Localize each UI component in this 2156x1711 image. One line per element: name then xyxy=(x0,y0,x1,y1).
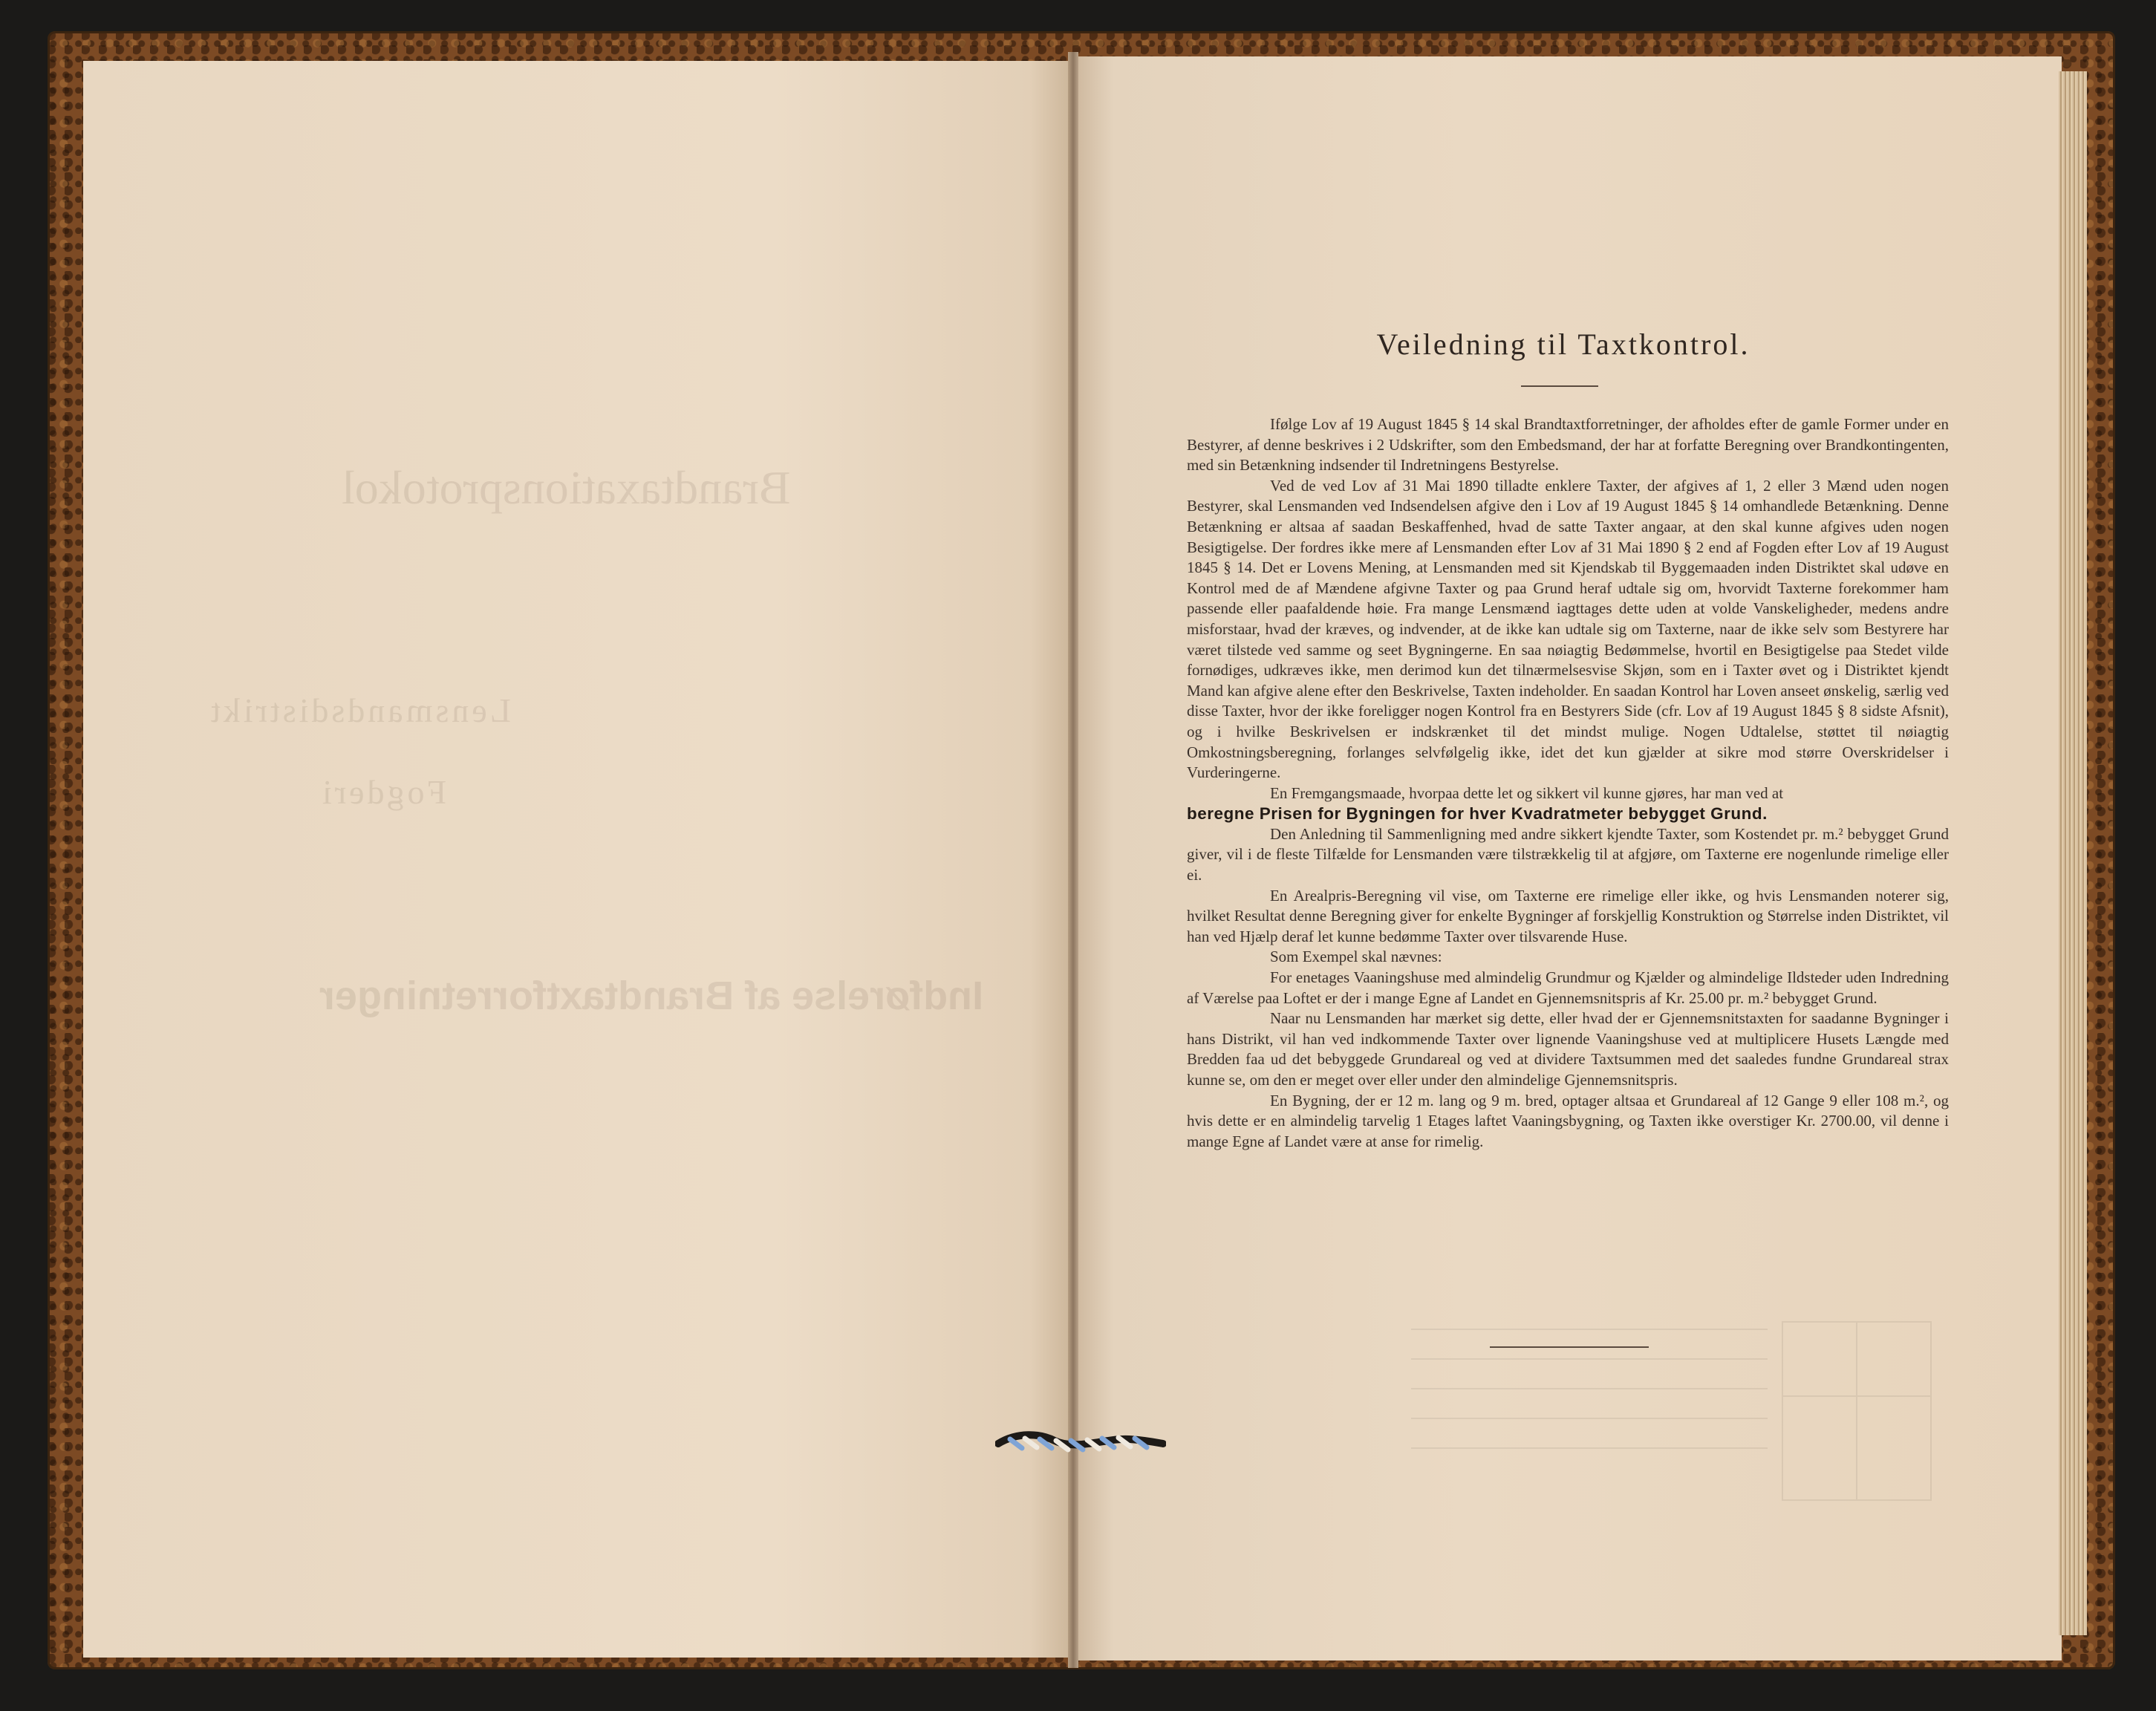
emphasis-line: beregne Prisen for Bygningen for hver Kvadratmeter bebygget Grund. xyxy=(1187,804,1768,824)
title-rule xyxy=(1521,385,1598,387)
page-title: Veiledning til Taxtkontrol. xyxy=(1376,327,1750,361)
show-through-heading: Indførelse af Brandtaxtforretninger xyxy=(319,974,984,1018)
paragraph-6: Som Exempel skal nævnes: xyxy=(1270,948,1442,966)
page-edges xyxy=(2059,71,2087,1635)
paragraph-2: Ved de ved Lov af 31 Mai 1890 tilladte enklere Taxter, der afgives af 1, 2 eller 3 Mænd uden nogen Bestyrer, skal Lensmanden ved Indsendelsen afgive den i Lov af 19 August 1845 § 14 omhandlede Betænkning. Denne Betænkning er altsaa af saadan Beskaffenhed, hvad de satte Taxter angaar, at den skal kunne afgives uden nogen Besigtigelse. Der fordres ikke mere af Lensmanden efter Lov af 31 Mai 1890 § 2 end af Fogden efter Lov af 19 August 1845 § 14. Det er Lovens Mening, at Lensmanden med sit Kjendskab til Byggemaaden inden Distriktet skal udøve en Kontrol med de af Mændene afgivne Taxter og paa Grund heraf udtale sig om, hvorvidt Taxterne forekommer ham passende eller paafaldende høie. Fra mange Lensmænd iagttages dette uden at volde Vanskeligheder, medens andre misforstaar, hvad der kræves, og indvender, at de ikke kan udtale sig om Taxterne, naar de ikke selv som Bestyrere har været tilstede ved samme og seet Bygningerne. En saa nøiagtig Bedømmelse, hvortil en Besigtigelse paa Stedet vilde fornødiges, udkræves ikke, men derimod kun det tilnærmelsesvise Skjøn, som en i Taxter øvet og i Distriktet kjendt Mand kan afgive alene efter den Beskrivelse, Taxten indeholder. En saadan Kontrol har Loven anseet ønskelig, særlig ved disse Taxter, hvor der ikke foreligger nogen Kontrol fra en Bestyrers Side (cfr. Lov af 19 August 1845 § 8 sidste Afsnit), og i hvilke Beskrivelsen er indskrænket til det mindst mulige. Nogen Udtalelse, støttet til nøiagtig Omkostningsberegning, forlanges selvfølgelig ikke, idet det kun gjælder at sikre mod større Overskridelser i Vurderingerne. xyxy=(1187,476,1949,782)
paragraph-8: Naar nu Lensmanden har mærket sig dette, eller hvad der er Gjennemsnitstaxten for saadanne Bygninger i hans Distrikt, vil han ved indkommende Taxter over lignende Vaaningshuse ved at multiplicere Husets Længde med Bredden faa ud det bebyggede Grundareal og ved at dividere Taxtsummen med det saaledes fundne Grundareal strax kunne se, om den er meget over eller under den almindelige Gjennemsnitspris. xyxy=(1187,1009,1949,1089)
paragraph-1: Ifølge Lov af 19 August 1845 § 14 skal Brandtaxtforretninger, der afholdes efter de gamle Former under en Bestyrer, af denne beskrives i 2 Udskrifter, som den Embedsmand, der har at forfatte Beregning over Brandkontingenten, med sin Betænkning indsender til Indretningens Bestyrelse. xyxy=(1187,415,1949,475)
paragraph-3: En Fremgangsmaade, hvorpaa dette let og sikkert vil kunne gjøres, har man ved at xyxy=(1270,783,1784,802)
paragraph-4: Den Anledning til Sammenligning med andre sikkert kjendte Taxter, som Kostendet pr. m.² bebygget Grund giver, vil i de fleste Tilfælde for Lensmanden være tilstrækkelig til at afgjøre, om Taxterne ere nogenlunde rimelige eller ei. xyxy=(1187,824,1949,884)
show-through-title: Brandtaxationsprotokol xyxy=(342,461,791,514)
paragraph-7: For enetages Vaaningshuse med almindelig Grundmur og Kjælder og almindelige Ildsteder uden Indredning af Værelse paa Loftet er der i mange Egne af Landet en Gjennemsnitspris af Kr. 25.00 pr. m.² bebygget Grund. xyxy=(1187,968,1949,1007)
paragraph-5: En Arealpris-Beregning vil vise, om Taxterne ere rimelige eller ikke, og hvis Lensmanden noterer sig, hvilket Resultat denne Beregning giver for enkelte Bygninger af forskjellig Konstruktion og Størrelse inden Distriktet, vil han ved Hjælp deraf let kunne bedømme Taxter over tilsvarende Huse. xyxy=(1187,886,1949,945)
left-page xyxy=(83,61,1069,1658)
show-through-fogderi: Fogderi xyxy=(319,773,447,811)
paragraph-9: En Bygning, der er 12 m. lang og 9 m. bred, optager altsaa et Grundareal af 12 Gange 9 eller 108 m.², og hvis dette er en almindelig tarvelig 1 Etages laftet Vaaningsbygning, og Taxten ikke overstiger Kr. 2700.00, vil denne i mange Egne af Landet være at anse for rimelig. xyxy=(1187,1091,1949,1150)
show-through-district: Lensmandsdistrikt xyxy=(208,691,511,729)
instructions-text xyxy=(1187,414,1949,1152)
binding-thread xyxy=(995,1426,1166,1460)
reverse-form-show-through xyxy=(1411,1307,1946,1552)
